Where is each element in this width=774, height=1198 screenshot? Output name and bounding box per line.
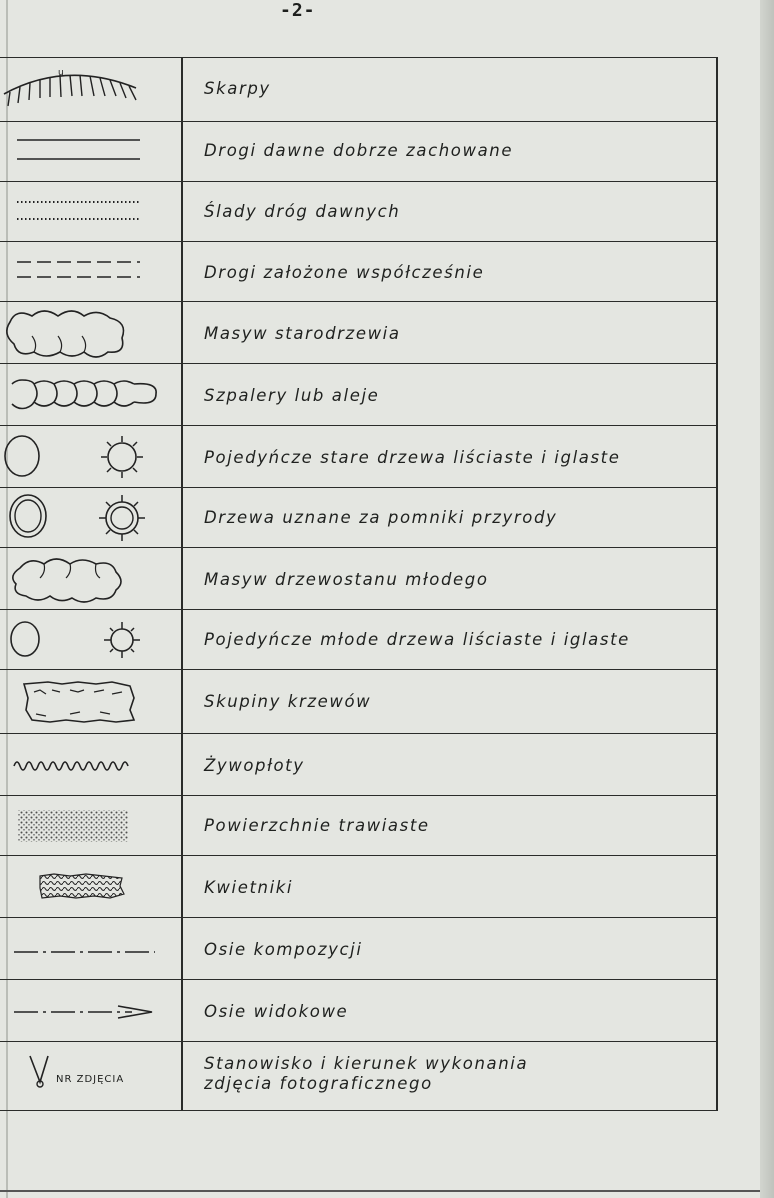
legend-label: Osie kompozycji — [204, 940, 363, 959]
legend-label: Ślady dróg dawnych — [204, 202, 401, 221]
legend-label-line1: Stanowisko i kierunek wykonania — [204, 1054, 529, 1073]
legend-label: Pojedyńcze stare drzewa liściaste i iglaste — [204, 448, 621, 467]
flowerbed-icon — [0, 856, 180, 917]
legend-row — [0, 855, 718, 917]
single-young-trees-icon — [0, 610, 180, 669]
legend-row — [0, 363, 718, 425]
nature-monument-trees-icon — [0, 488, 180, 547]
photo-number-text: NR ZDJĘCIA — [56, 1074, 125, 1085]
legend-row — [0, 609, 718, 669]
double-dotted-line-icon — [0, 182, 180, 241]
legend-row — [0, 121, 718, 181]
page-number: -2- — [280, 0, 316, 21]
single-old-trees-icon — [0, 426, 180, 487]
legend-label: Masyw drzewostanu młodego — [204, 570, 489, 589]
embankment-icon — [0, 58, 180, 121]
legend-row — [0, 241, 718, 301]
legend-row — [0, 1041, 718, 1111]
hedge-icon — [0, 734, 180, 795]
legend-row — [0, 487, 718, 547]
legend-label: Drogi założone współcześnie — [204, 263, 485, 282]
legend-label: Skarpy — [204, 79, 271, 98]
legend-row — [0, 181, 718, 241]
view-axis-icon — [0, 980, 180, 1041]
legend-row — [0, 57, 718, 121]
tree-row-icon — [0, 364, 180, 425]
legend-table — [0, 57, 718, 1111]
legend-row — [0, 547, 718, 609]
legend-label: Skupiny krzewów — [204, 692, 372, 711]
legend-label: Powierzchnie trawiaste — [204, 816, 430, 835]
legend-row — [0, 979, 718, 1041]
young-tree-mass-icon — [0, 548, 180, 609]
legend-row — [0, 425, 718, 487]
legend-label: Szpalery lub aleje — [204, 386, 380, 405]
legend-label: Drogi dawne dobrze zachowane — [204, 141, 514, 160]
shrub-group-icon — [0, 670, 180, 733]
legend-label-line2: zdjęcia fotograficznego — [204, 1074, 433, 1093]
legend-row — [0, 795, 718, 855]
legend-label: Drzewa uznane za pomniki przyrody — [204, 508, 558, 527]
legend-label: Pojedyńcze młode drzewa liściaste i iglaste — [204, 630, 630, 649]
table-right-border — [716, 57, 718, 1111]
legend-row — [0, 669, 718, 733]
old-tree-mass-icon — [0, 302, 180, 363]
legend-row — [0, 733, 718, 795]
photo-position-icon — [0, 1042, 180, 1110]
double-dashed-line-icon — [0, 242, 180, 301]
composition-axis-icon — [0, 918, 180, 979]
legend-label: Żywopłoty — [204, 756, 305, 775]
legend-label: Osie widokowe — [204, 1002, 349, 1021]
legend-label: Masyw starodrzewia — [204, 324, 401, 343]
page-bottom-rule — [0, 1190, 760, 1192]
legend-label: Kwietniki — [204, 878, 294, 897]
legend-row — [0, 917, 718, 979]
svg-text:u: u — [58, 68, 64, 78]
page-edge — [760, 0, 774, 1198]
double-solid-line-icon — [0, 122, 180, 181]
legend-row — [0, 301, 718, 363]
grass-area-icon — [0, 796, 180, 855]
column-divider — [181, 57, 183, 1111]
